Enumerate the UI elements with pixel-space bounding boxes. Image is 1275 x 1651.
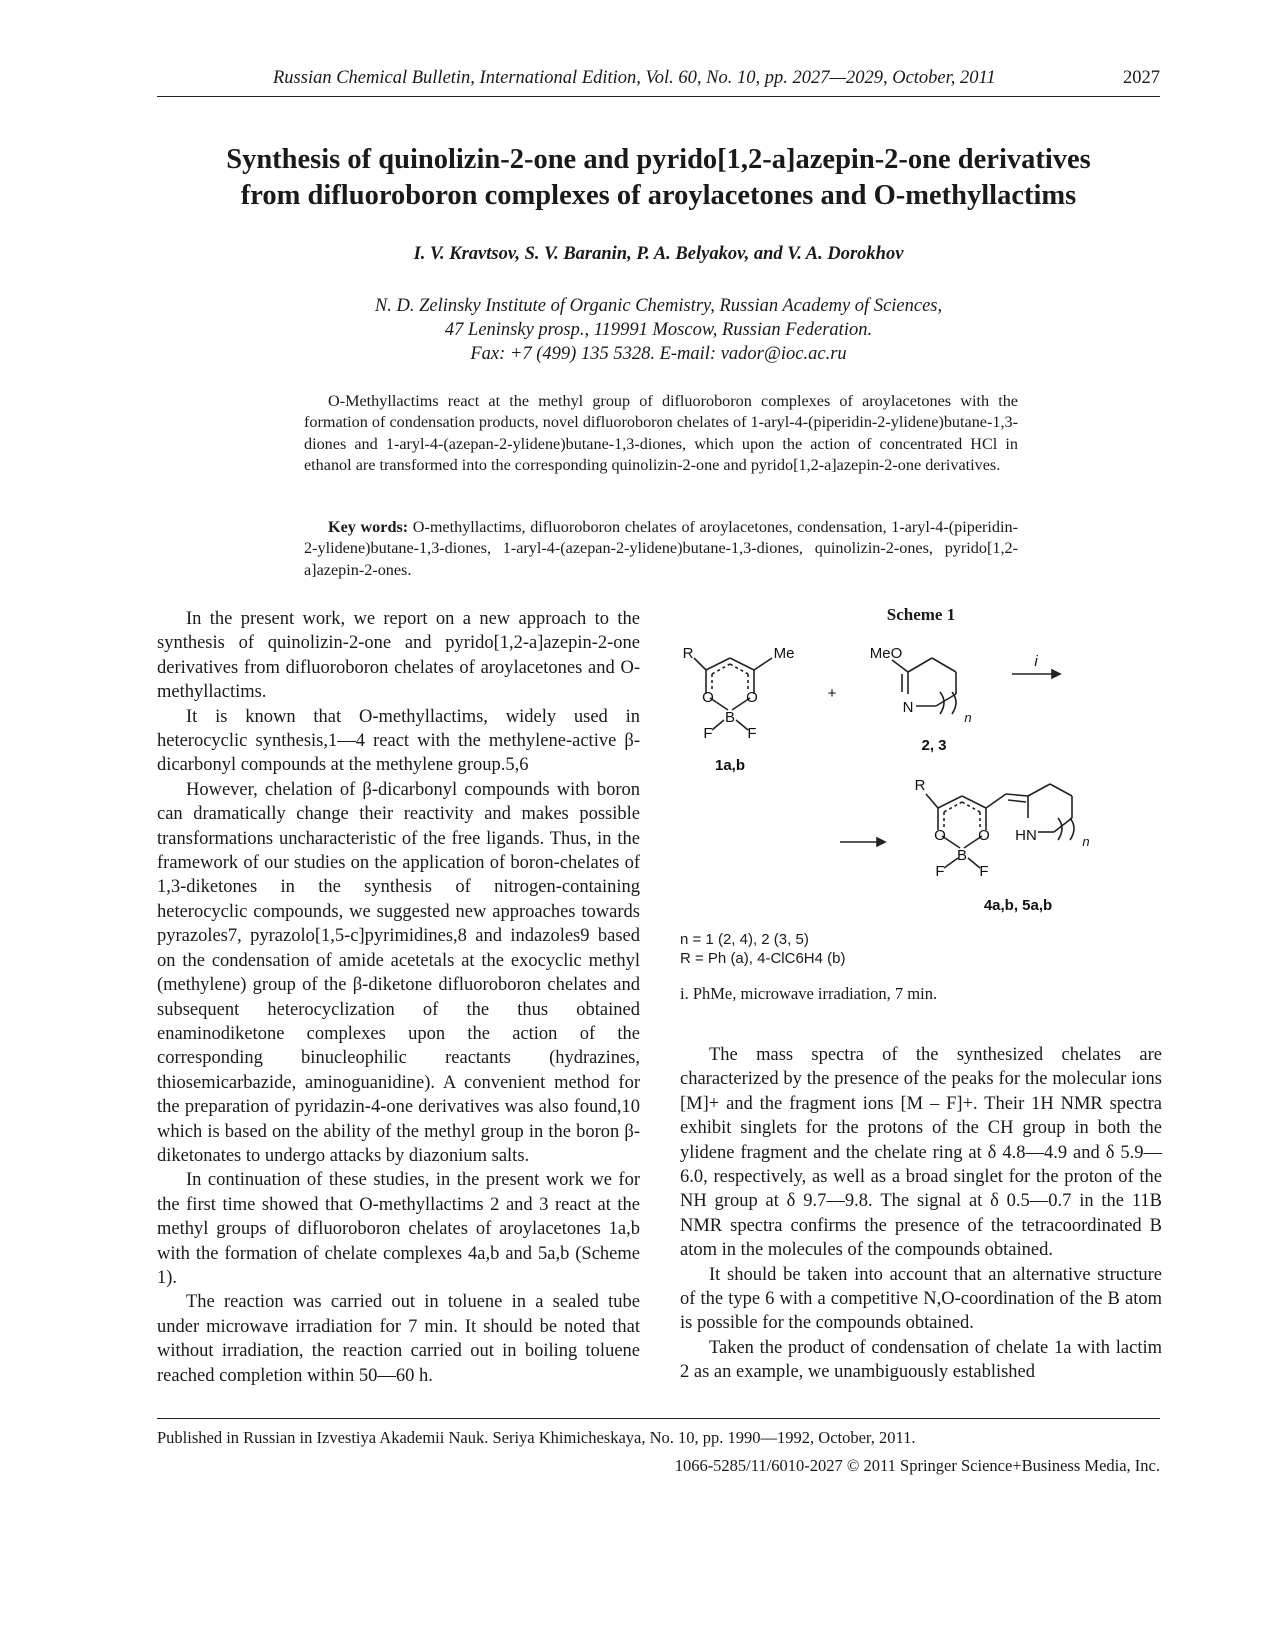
- affiliation: [157, 294, 1160, 366]
- reaction-conditions: i. PhMe, microwave irradiation, 7 min.: [680, 984, 938, 1003]
- atom-label: n: [1082, 834, 1090, 849]
- body-left-column: [157, 607, 640, 1388]
- paragraph: In the present work, we report on a new approach to the synthesis of quinolizin-2-one and pyrido[1,2-a]azepin-2-one derivatives from difluoroboron chelates of aroylacetones and O-methyllactims.: [157, 609, 640, 703]
- atom-label: F: [703, 725, 713, 742]
- atom-label: O: [702, 689, 714, 706]
- atom-label: MeO: [869, 645, 903, 662]
- atom-label: N: [902, 699, 914, 716]
- atom-label: F: [747, 725, 757, 742]
- atom-label: O: [978, 827, 990, 844]
- atom-label: n: [964, 710, 972, 725]
- reagent-label: i: [1034, 653, 1038, 670]
- plus-sign: +: [827, 685, 837, 702]
- affiliation-line-1: N. D. Zelinsky Institute of Organic Chemistry, Russian Academy of Sciences,: [374, 296, 943, 316]
- legend-line: n = 1 (2, 4), 2 (3, 5): [680, 931, 809, 948]
- keywords-text: O-methyllactims, difluoroboron chelates of aroylacetones, condensation, 1-aryl-4-(piperidin-2-ylidene)butane-1,3-diones, 1-aryl-4-(azepan-2-ylidene)butane-1,3-diones, quinolizin-2-ones, pyrido[1,2-a]azepin-2-ones.: [304, 518, 1018, 579]
- atom-label: R: [682, 645, 694, 662]
- scheme-legend: [680, 930, 845, 968]
- reaction-scheme: [672, 630, 1162, 930]
- copyright-line: 1066-5285/11/6010-2027 © 2011 Springer Science+Business Media, Inc.: [674, 1456, 1160, 1475]
- compound-label: 2, 3: [921, 737, 947, 754]
- paragraph: However, chelation of β-dicarbonyl compounds with boron can dramatically change their reactivity and makes possible transformations uncharacteristic of the free ligands. Thus, in the framework of our studies on the application of boron-chelates of 1,3-diketones in the synthesis of nitrogen-containing heterocyclic compounds, we suggested new approaches towards pyrazoles7, pyrazolo[1,5-c]pyrimidines,8 and indazoles9 based on the condensation of amide acetetals at the exocyclic methyl (methylene) group of the β-diketone difluoroboron chelates and subsequent heterocyclization of the thus obtained enaminodiketone complexes upon the action of the corresponding binucleophilic reactants (hydrazines, thiosemicarbazide, aminoguanidine). A convenient method for the preparation of pyridazin-4-one derivatives was also found,10 which is based on the ability of the methyl group in the boron β-diketonates to undergo attacks by diazonium salts.: [157, 779, 640, 1166]
- journal-citation: Russian Chemical Bulletin, International Edition, Vol. 60, No. 10, pp. 2027—2029, October, 2011: [273, 68, 996, 88]
- compound-label: 4a,b, 5a,b: [983, 897, 1053, 914]
- atom-label: B: [724, 709, 736, 726]
- legend-line: R = Ph (a), 4-ClC6H4 (b): [680, 950, 846, 967]
- paragraph: Taken the product of condensation of chelate 1a with lactim 2 as an example, we unambiguously established: [680, 1337, 1162, 1383]
- title-line-2: from difluoroboron complexes of aroylacetones and O-methyllactims: [240, 180, 1077, 211]
- running-header: [157, 66, 1160, 97]
- atom-label: HN: [1015, 827, 1037, 844]
- footer-divider: [157, 1418, 1160, 1419]
- atom-label: O: [746, 689, 758, 706]
- paragraph: It is known that O-methyllactims, widely used in heterocyclic synthesis,1—4 react with the methylene-active β-dicarbonyl compounds at the methylene group.5,6: [157, 706, 640, 776]
- atom-label: R: [914, 777, 926, 794]
- abstract: [304, 391, 1018, 477]
- paragraph: The reaction was carried out in toluene in a sealed tube under microwave irradiation for 7 min. It should be noted that without irradiation, the reaction carried out in boiling toluene reached completion within 50—60 h.: [157, 1292, 640, 1386]
- affiliation-line-3: Fax: +7 (499) 135 5328. E-mail: vador@ioc.ac.ru: [470, 344, 847, 364]
- scheme-title: Scheme 1: [886, 605, 956, 624]
- abstract-text: O-Methyllactims react at the methyl group of difluoroboron complexes of aroylacetones with the formation of condensation products, novel difluoroboron chelates of 1-aryl-4-(piperidin-2-ylidene)butane-1,3-diones and 1-aryl-4-(azepan-2-ylidene)butane-1,3-diones, which upon the action of concentrated HCl in ethanol are transformed into the corresponding quinolizin-2-one and pyrido[1,2-a]azepin-2-one derivatives.: [304, 392, 1018, 475]
- keywords-label: Key words:: [328, 518, 409, 536]
- atom-label: F: [979, 863, 989, 880]
- atom-label: B: [956, 847, 968, 864]
- paragraph: In continuation of these studies, in the present work we for the first time showed that O-methyllactims 2 and 3 react at the methyl groups of difluoroboron chelates of aroylacetones 1a,b with the formation of chelate complexes 4a,b and 5a,b (Scheme 1).: [157, 1170, 640, 1288]
- atom-label: O: [934, 827, 946, 844]
- page-number: 2027: [1123, 68, 1160, 88]
- affiliation-line-2: 47 Leninsky prosp., 119991 Moscow, Russian Federation.: [444, 320, 873, 340]
- article-title: [157, 142, 1160, 214]
- author-list: I. V. Kravtsov, S. V. Baranin, P. A. Belyakov, and V. A. Dorokhov: [413, 244, 904, 264]
- keywords: [304, 517, 1018, 581]
- body-right-column: [680, 1043, 1162, 1385]
- title-line-1: Synthesis of quinolizin-2-one and pyrido[1,2-a]azepin-2-one derivatives: [226, 144, 1091, 175]
- compound-label: 1a,b: [714, 757, 746, 774]
- atom-label: Me: [773, 645, 795, 662]
- publication-info: Published in Russian in Izvestiya Akademii Nauk. Seriya Khimicheskaya, No. 10, pp. 1990—1992, October, 2011.: [157, 1428, 916, 1447]
- paragraph: The mass spectra of the synthesized chelates are characterized by the presence of the peaks for the molecular ions [M]+ and the fragment ions [M – F]+. Their 1H NMR spectra exhibit singlets for the protons of the CH group in both the ylidene fragment and the chelate ring at δ 4.8—4.9 and δ 5.9—6.0, respectively, as well as a broad singlet for the proton of the NH group at δ 9.7—9.8. The signal at δ 0.5—0.7 in the 11B NMR spectra confirms the presence of the tetracoordinated B atom in the molecules of the compounds obtained.: [680, 1045, 1162, 1261]
- paragraph: It should be taken into account that an alternative structure of the type 6 with a competitive N,O-coordination of the B atom is possible for the compounds obtained.: [680, 1264, 1162, 1334]
- atom-label: F: [935, 863, 945, 880]
